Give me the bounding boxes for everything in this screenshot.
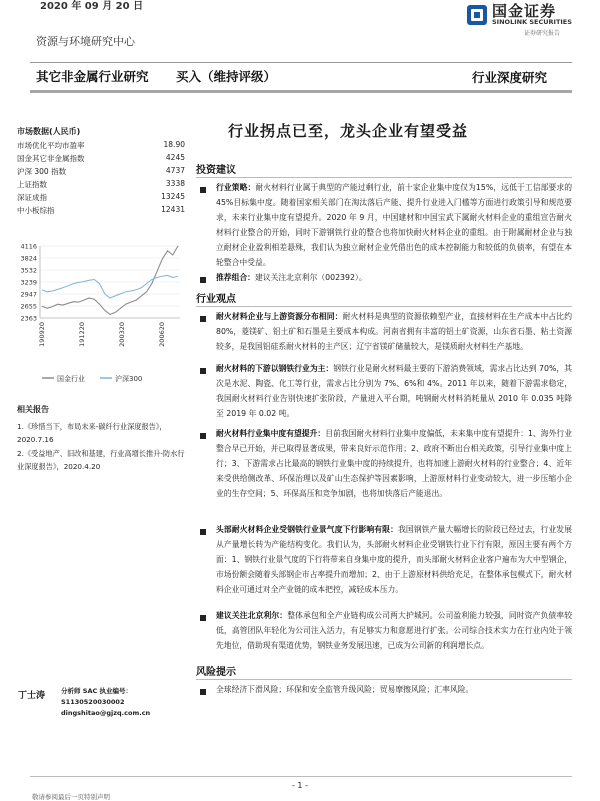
related-report[interactable]: 1.《珍惜当下，布局未来-碳纤行业深度报告》，2020.7.16 [17, 422, 167, 444]
footer-divider [30, 776, 572, 777]
market-data-title: 市场数据(人民币) [17, 127, 81, 136]
related-title: 相关报告 [17, 405, 49, 414]
market-value: 18.90 [163, 140, 185, 149]
header-divider [30, 62, 572, 63]
report-date: 2020 年 09 月 20 日 [40, 1, 144, 12]
market-value: 3338 [165, 179, 185, 188]
bullet-icon [200, 529, 206, 535]
x-tick-label: 191220 [78, 322, 86, 347]
para-lead: 推荐组合： [216, 273, 255, 282]
x-tick-label: 190920 [38, 322, 46, 347]
paragraph-upstream [216, 309, 572, 354]
sinolink-logo-icon [466, 4, 488, 26]
market-row [17, 153, 185, 164]
para-body: 我国钢铁产量大幅增长的阶段已经过去，行业发展从产量增长转为产能结构变化。我们认为，头部耐火材料企业受钢铁行业下行有限，原因主要有两个方面：1、钢铁行业景气度的下行将带来自身集中度的提升，而头部耐火材料企业客户遍布为大中型钢企，市场份额会随着头部钢企市占率提升而增加；2、由于上游原材料供给充足，在整体承包模式下，耐火材料企业可通过对全产业链的成本把控，减轻成本压力。 [216, 525, 572, 594]
market-label: 中小板综指 [17, 206, 55, 215]
y-tick-label: 2947 [20, 290, 37, 299]
bullet-icon [200, 615, 206, 621]
market-label: 沪深 300 指数 [17, 167, 67, 176]
market-row [17, 179, 185, 190]
legend-label: 沪深300 [115, 375, 143, 383]
series-line [42, 246, 178, 314]
para-body: 目前我国耐火材料行业集中度偏低，未来集中度有望提升：1、海外行业整合早已开始，并已取得显著成果，带来良好示范作用；2、政府不断出台相关政策，引导行业集中度上行；3、下游需求占比最高的钢铁行业集中度的持续提升，也将加速上游耐火材料的行业整合；4、近年来受供给侧改革、环保治理以及矿山生态保护等因素影响，上游原材料行业变动较大，进一步压缩小企业的生存空间；5、环保高压和竞争加剧，也将加快落后产能退出。 [216, 429, 572, 498]
market-value: 13245 [161, 192, 185, 201]
y-tick-label: 2655 [20, 302, 37, 311]
bullet-icon [200, 433, 206, 439]
x-tick-label: 200320 [118, 322, 126, 347]
y-tick-label: 2363 [20, 314, 37, 323]
section-divider [30, 90, 572, 93]
paragraph-portfolio [216, 270, 572, 285]
page-title: 行业拐点已至，龙头企业有望受益 [228, 122, 469, 140]
y-tick-label: 3239 [20, 278, 37, 287]
section-rule [196, 177, 572, 178]
section-heading-invest: 投资建议 [196, 165, 236, 176]
section-heading-view: 行业观点 [196, 294, 236, 305]
series-line [42, 275, 178, 298]
para-body: 耐火材料是典型的资源依赖型产业，直接材料在生产成本中占比约 80%，菱镁矿、铝土矿和石墨是主要成本构成。河南省拥有丰富的铝土矿资源，山东省石墨、粘土资源较多，是我国铝硅系耐火材料的主产区；辽宁省镁矿储量较大，是镁质耐火材料生产基地。 [216, 312, 573, 351]
legend-label: 国金行业 [57, 375, 85, 383]
y-tick-label: 3532 [20, 266, 37, 275]
section-heading-risk: 风险提示 [196, 667, 236, 678]
bullet-icon [200, 689, 206, 695]
para-lead: 建议关注北京利尔： [216, 611, 288, 620]
analyst-email[interactable]: dingshitao@gjzq.com.cn [61, 709, 151, 717]
para-lead: 耐火材料企业与上游资源分布相同： [216, 312, 343, 321]
para-body: 建议关注北京利尔（002392）。 [254, 273, 367, 282]
market-label: 深证成指 [17, 193, 47, 202]
rating: 买入（维持评级） [176, 69, 277, 84]
para-body: 整体承包和全产业链构成公司两大护城河。公司盈利能力较强，同时资产负债率较低，高管团队年轻化为公司注入活力，有足够实力和意愿进行扩张。公司综合技术实力在行业内处于领先地位，借助现有渠道优势，钢铁业务发展迅速，已成为公司新的利润增长点。 [216, 611, 573, 650]
para-lead: 行业策略： [216, 183, 256, 192]
paragraph-risk: 全球经济下滑风险；环保和安全监管升级风险；贸易摩擦风险；汇率风险。 [216, 685, 474, 694]
report-type: 行业深度研究 [472, 70, 548, 85]
section-rule [196, 679, 572, 680]
bullet-icon [200, 277, 206, 283]
bullet-icon [200, 316, 206, 322]
related-report[interactable]: 2.《受益地产、旧改和基建，行业高增长推升-防水行业深度报告》，2020.4.20 [17, 449, 185, 471]
market-row [17, 140, 185, 151]
y-tick-label: 3824 [20, 254, 37, 263]
para-body: 钢铁行业是耐火材料最主要的下游消费领域，需求占比达到 70%，其次是水泥、陶瓷、化工等行业，需求占比分别为 7%、6%和 4%。2011 年以来，随着下游需求稳定，我国耐火材料行业告别快速扩张阶段，产量进入平台期，吨钢耐火材料消耗量从 2010 年 0.035 吨降至 2019 年 0.02 吨。 [216, 364, 573, 418]
paragraph-recommend [216, 608, 572, 653]
market-value: 12431 [161, 205, 185, 214]
index-line-chart [12, 240, 188, 390]
section-rule [196, 306, 572, 307]
paragraph-downstream [216, 361, 572, 421]
para-lead: 头部耐火材料企业受钢铁行业景气度下行影响有限： [216, 525, 399, 534]
market-value: 4737 [165, 166, 185, 175]
department: 资源与环境研究中心 [36, 35, 135, 48]
analyst-info [61, 686, 191, 719]
paragraph-strategy [216, 180, 572, 270]
market-label: 上证指数 [17, 180, 47, 189]
paragraph-leaders [216, 522, 572, 597]
report-tag: 证券研究报告 [524, 30, 561, 37]
sector-name: 其它非金属行业研究 [36, 69, 149, 84]
bullet-icon [200, 368, 206, 374]
y-tick-label: 4116 [20, 242, 37, 251]
author-name: 丁士涛 [18, 691, 46, 701]
market-value: 4245 [165, 153, 185, 162]
market-row [17, 205, 185, 216]
paragraph-concentration [216, 426, 572, 501]
para-body: 耐火材料行业属于典型的产能过剩行业，前十家企业集中度仅为15%，远低于工信部要求的45%目标集中度。随着国家相关部门在淘汰落后产能、提升行业进入门槛等方面进行政策引导和规范要求，未来行业集中度有望提升。2020 年 9 月，中国建材和中国宝武下属耐火材料企业的重组宣告耐火材料行业整合的开始，同时下游钢铁行业的整合也将加快耐火材料企业的重组。由于附属耐材企业与独立耐材企业盈利相差悬殊，我们认为独立耐材企业凭借出色的成本控制能力和较低的负债率，有望在本轮整合中受益。 [216, 183, 573, 267]
para-lead: 耐火材料行业集中度有望提升： [216, 429, 326, 438]
para-lead: 耐火材料的下游以钢铁行业为主： [216, 364, 334, 373]
brand-english: SINOLINK SECURITIES [492, 18, 572, 26]
x-tick-label: 200620 [158, 322, 166, 347]
market-row [17, 166, 185, 177]
market-label: 市场优化平均市盈率 [17, 141, 85, 150]
analyst-title: 分析师 SAC 执业编号：S1130520030002 [61, 687, 133, 706]
brand-name: 国金证券 [492, 2, 557, 20]
bullet-icon [200, 187, 206, 193]
market-row [17, 192, 185, 203]
footer-note: 敬请参阅最后一页特别声明 [32, 793, 110, 801]
market-label: 国金其它非金属指数 [17, 154, 85, 163]
page-number: - 1 - [292, 781, 308, 790]
